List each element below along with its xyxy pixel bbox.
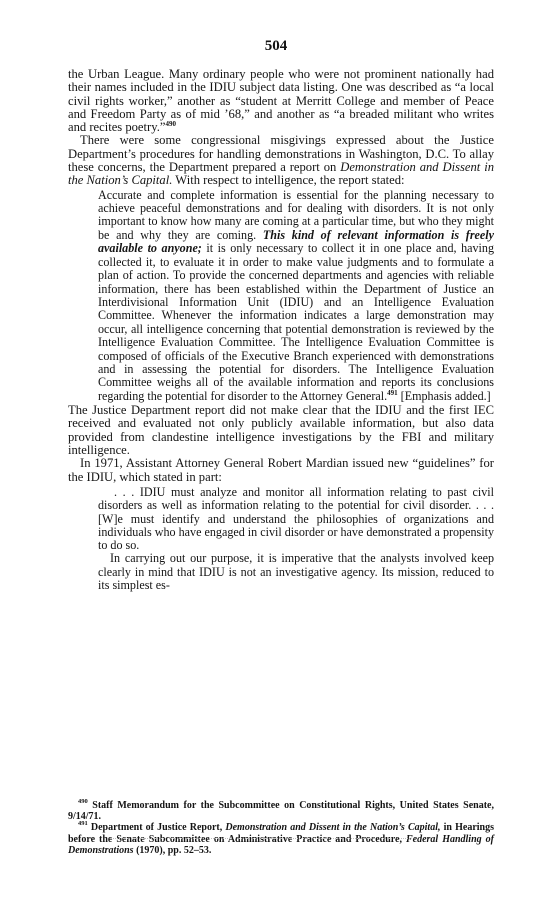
footnote-mark: 490 (78, 798, 88, 805)
paragraph-urban-league (68, 68, 494, 134)
quote-text: Accurate and complete information is essential for the planning necessary to achieve peaceful demonstrations and for dealing with disorders. It is not only important to know how many are coming at a particular time, but who they might be and why they are coming. (98, 187, 494, 242)
paragraph-mardian-guidelines: In 1971, Assistant Attorney General Robert Mardian issued new “guidelines” for the IDIU, which stated in part: (68, 456, 494, 484)
quote-text: it is only necessary to collect it in one place and, having collected it, to evaluate it in order to make value judgments and to formulate a plan of action. To provide the concerned departments and agencies with reliable information, there has been established within the Department of Justice an Interdivisional Information Unit (IDIU) and an Intelligence Evaluation Committee. Whenever the information indicates a large demonstration may occur, all intelligence concerning that potential demonstration is reviewed by the Intelligence Evaluation Committee. The Intelligence Evaluation Committee is composed of officials of the Executive Branch experienced with demonstrations and in assessing the potential for disorders. The Intelligence Evaluation Committee weighs all of the available information and reports its conclusions regarding the potential for disorder to the Attorney General. (98, 241, 494, 403)
footnote-490 (68, 800, 494, 822)
quote-paragraph: In carrying out our purpose, it is imperative that the analysts involved keep clearly in mind that IDIU is not an investigative agency. Its mission, reduced to its simplest es- (98, 551, 494, 593)
paragraph-text: There were some congressional misgivings expressed about the Justice Department’s procedures for handling demonstrations in Washington, D.C. To allay these concerns, the Department prepared a report on (68, 133, 494, 175)
footnote-ref-490[interactable]: 490 (165, 120, 176, 129)
quote-paragraph: . . . IDIU must analyze and monitor all information relating to past civil disorders as well as information relating to the potential for civil disorder. . . . [W]e must identify and understand the philosophies of organizations and individuals who have engaged in civil disorder or have demonstrated a propensity to do so. (98, 484, 494, 553)
footnote-text: Staff Memorandum for the Subcommittee on Constitutional Rights, United States Senate, 9/14/71. (68, 800, 494, 823)
block-quote-guidelines (98, 486, 494, 592)
footnote-title: Federal Handling of Demonstrations (68, 833, 494, 856)
emphasized-text: This kind of relevant information is freely available to anyone; (98, 227, 494, 256)
paragraph-text: the Urban League. Many ordinary people who were not prominent nationally had their names included in the IDIU subject data listing. One was described as “a local civil rights worker,” another as “student at Merritt College and member of Peace and Freedom Party as of mid ’68,” and another as “a breaded militant who writes and recites poetry.” (68, 67, 494, 135)
footnote-mark: 491 (78, 820, 88, 828)
report-title: Demonstration and Dissent in the Nation’s Capital. (68, 160, 494, 188)
paragraph-congressional-misgivings (68, 134, 494, 187)
footnote-ref-491[interactable]: 491 (387, 388, 398, 397)
footnote-text: in Hearings before the Senate Subcommittee on Administrative Practice and Procedure, (68, 822, 494, 845)
page-number: 504 (264, 38, 288, 54)
quote-text: [Emphasis added.] (397, 388, 491, 403)
footnote-491 (68, 822, 494, 856)
bottom-rule (110, 838, 410, 839)
block-quote-report (98, 189, 494, 404)
paragraph-justice-report: The Justice Department report did not make clear that the IDIU and the first IEC received and evaluated not only publicly available information, but also data provided from clandestine intelligence investigations by the FBI and military intelligence. (68, 403, 494, 458)
paragraph-text: With respect to intelligence, the report stated: (172, 173, 405, 188)
body-text (68, 68, 494, 593)
footnote-title: Demonstration and Dissent in the Nation’s Capital, (225, 822, 441, 834)
footnote-text: (1970), pp. 52–53. (133, 844, 212, 856)
footnote-text: Department of Justice Report, (87, 822, 226, 834)
footnotes (68, 800, 494, 856)
